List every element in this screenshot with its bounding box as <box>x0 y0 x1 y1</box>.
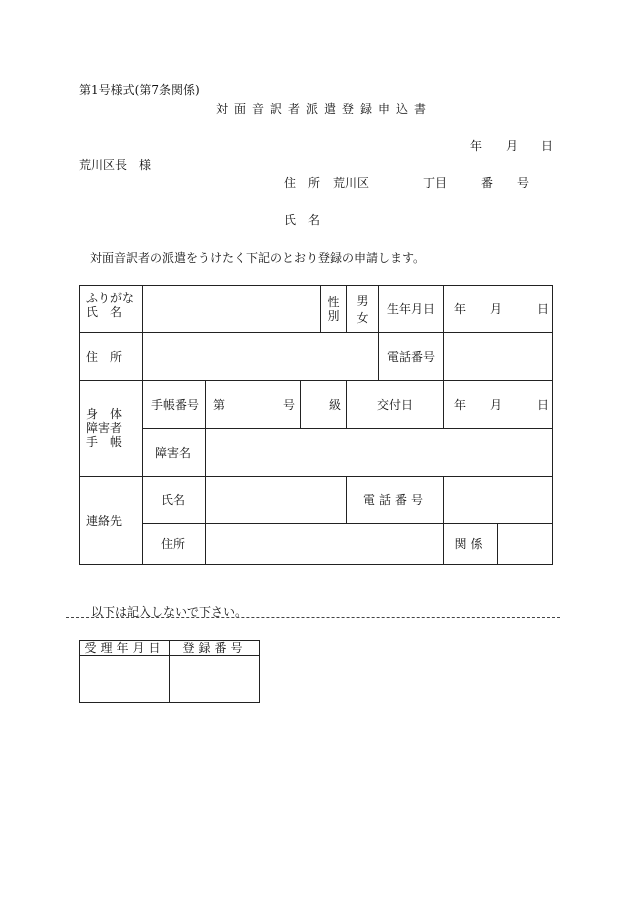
name-input-cell[interactable] <box>142 285 321 333</box>
document-title: 対面音訳者派遣登録申込書 <box>216 102 433 116</box>
address-input-cell[interactable] <box>142 332 379 381</box>
intro-text: 対面音訳者の派遣をうけたく下記のとおり登録の申請します。 <box>90 251 426 265</box>
issue-month-label: 月 <box>490 398 503 412</box>
date-year-label: 年 <box>470 139 483 153</box>
phone-input-cell[interactable] <box>443 332 553 381</box>
received-date-label: 受理年月日 <box>80 641 170 656</box>
handbook-number-label: 手帳番号 <box>142 380 206 429</box>
applicant-address-ban: 番 <box>481 176 494 190</box>
handbook-label-3: 手 帳 <box>86 435 123 449</box>
address-label: 住 所 <box>79 332 143 381</box>
birth-day-label: 日 <box>537 302 550 316</box>
applicant-address-go: 号 <box>517 176 530 190</box>
birth-date-input-cell[interactable] <box>443 285 553 333</box>
birth-date-label: 生年月日 <box>378 285 444 333</box>
disability-name-label: 障害名 <box>142 428 206 477</box>
relation-input-cell[interactable] <box>497 523 553 565</box>
sex-option-cell[interactable] <box>346 285 379 333</box>
issue-date-label: 交付日 <box>346 380 444 429</box>
applicant-address-label: 住 所 <box>284 176 321 190</box>
handbook-label-1: 身 体 <box>86 407 123 421</box>
contact-address-label: 住所 <box>142 523 206 565</box>
relation-label: 関係 <box>443 523 498 565</box>
contact-name-input-cell[interactable] <box>205 476 347 524</box>
office-use-note: 以下は記入しないで下さい。 <box>91 605 248 619</box>
contact-phone-input-cell[interactable] <box>443 476 553 524</box>
birth-month-label: 月 <box>490 302 503 316</box>
contact-name-label: 氏名 <box>142 476 206 524</box>
handbook-number-input-cell[interactable] <box>205 380 301 429</box>
sex-female-option[interactable]: 女 <box>356 311 369 325</box>
registration-number-label: 登録番号 <box>170 641 260 656</box>
sex-male-option[interactable]: 男 <box>356 294 369 308</box>
phone-label: 電話番号 <box>378 332 444 381</box>
office-use-table <box>79 640 260 703</box>
date-day-label: 日 <box>541 139 554 153</box>
handbook-grade-input-cell[interactable] <box>300 380 347 429</box>
form-number: 第1号様式(第7条関係) <box>79 83 200 97</box>
received-date-input-cell[interactable] <box>80 656 170 703</box>
furigana-label: ふりがな <box>86 291 135 305</box>
date-month-label: 月 <box>506 139 519 153</box>
disability-name-input-cell[interactable] <box>205 428 553 477</box>
handbook-grade-label: 級 <box>329 398 342 412</box>
issue-date-input-cell[interactable] <box>443 380 553 429</box>
applicant-address-ward: 荒川区 <box>333 176 370 190</box>
handbook-go-label: 号 <box>283 398 296 412</box>
sex-label-2: 別 <box>327 309 340 323</box>
issue-year-label: 年 <box>454 398 467 412</box>
name-label: 氏 名 <box>86 305 123 319</box>
contact-label: 連絡先 <box>79 476 143 565</box>
sex-label-cell <box>320 285 347 333</box>
contact-address-input-cell[interactable] <box>205 523 444 565</box>
addressee: 荒川区長 様 <box>79 158 152 172</box>
applicant-name-label: 氏 名 <box>284 213 321 227</box>
applicant-address-chome: 丁目 <box>423 176 448 190</box>
contact-phone-label: 電話番号 <box>346 476 444 524</box>
cut-line <box>66 617 560 618</box>
handbook-label-2: 障害者 <box>86 421 123 435</box>
registration-number-input-cell[interactable] <box>170 656 260 703</box>
birth-year-label: 年 <box>454 302 467 316</box>
issue-day-label: 日 <box>537 398 550 412</box>
sex-label-1: 性 <box>327 295 340 309</box>
disability-handbook-label <box>79 380 143 477</box>
handbook-dai-label: 第 <box>213 398 226 412</box>
furigana-name-label-cell <box>79 285 143 333</box>
